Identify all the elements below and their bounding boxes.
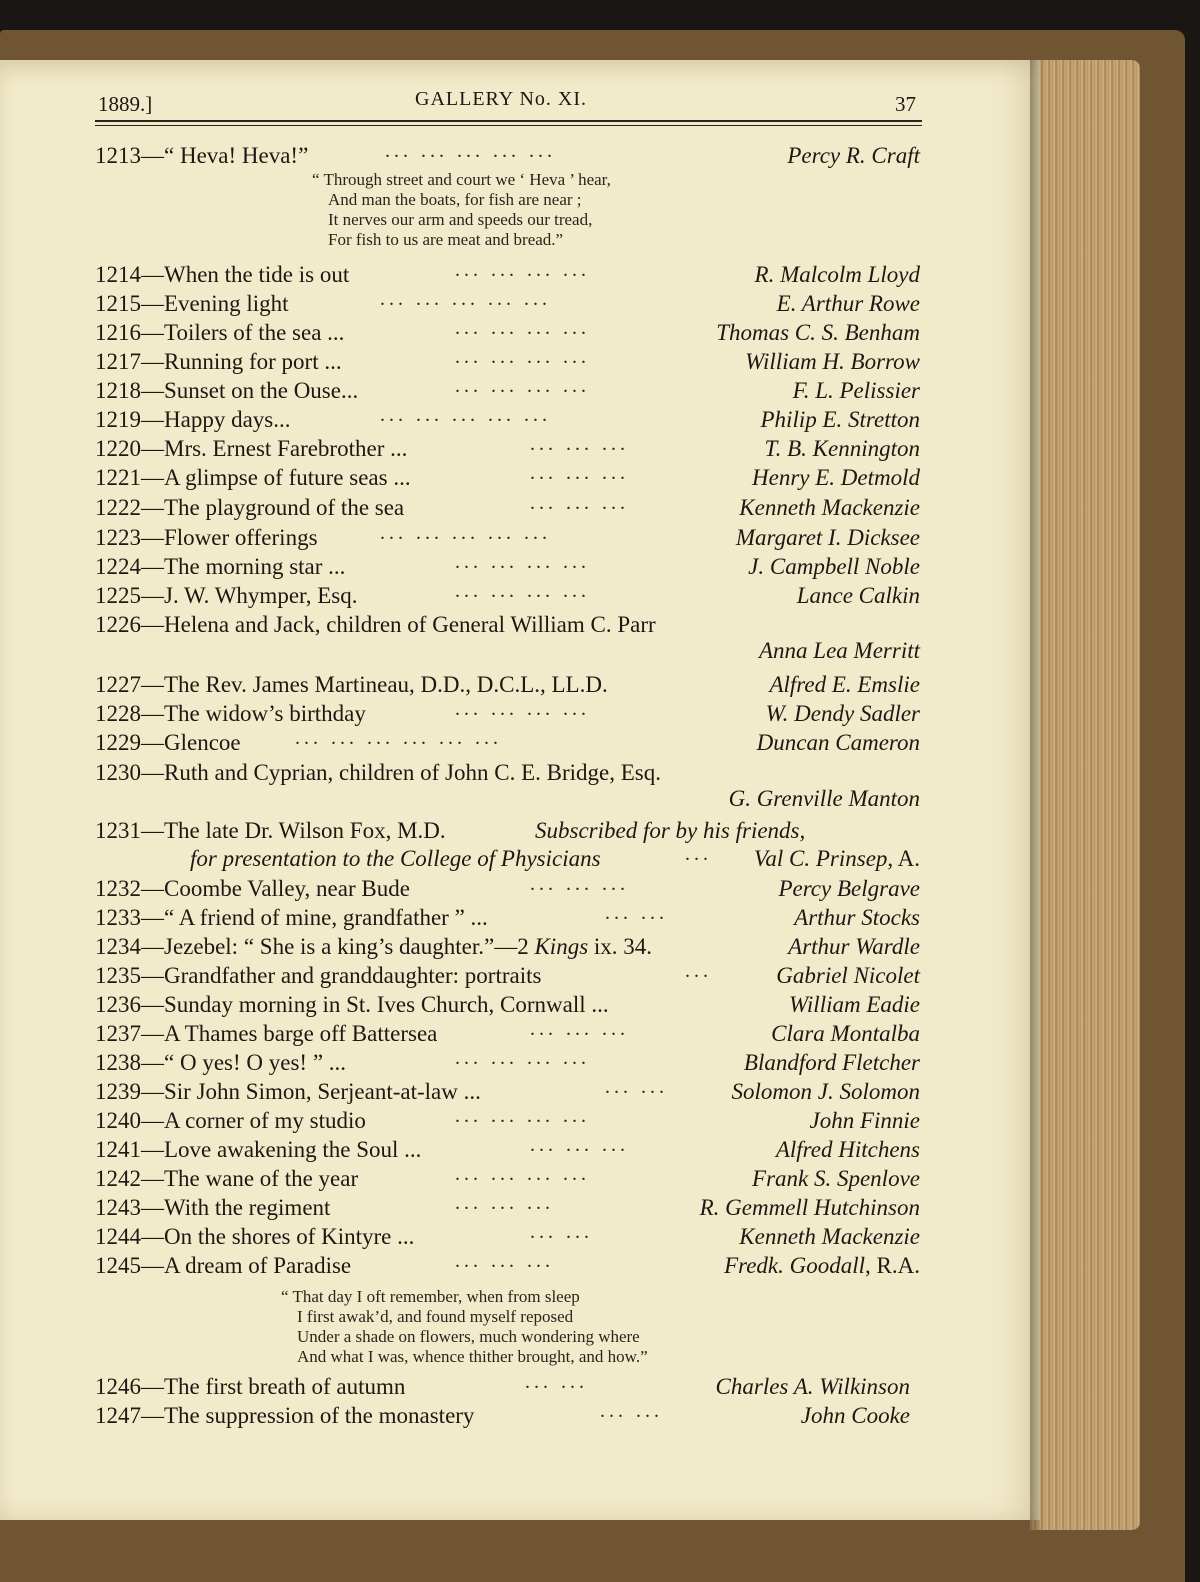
entry-artist: Val C. Prinsep: [753, 846, 888, 871]
entry-artist: Duncan Cameron: [756, 730, 920, 755]
entry-title: 1215—Evening light: [95, 291, 289, 316]
entry-1219: [95, 404, 920, 435]
entry-1227: [95, 672, 920, 700]
entry-artist: Gabriel Nicolet: [776, 963, 920, 988]
entry-artist: W. Dendy Sadler: [765, 701, 920, 726]
entry-artist: Solomon J. Solomon: [731, 1079, 920, 1104]
leader-dots: ... ... ... ... ...: [385, 140, 556, 162]
entry-artist: Lance Calkin: [796, 583, 920, 608]
entry-title: 1224—The morning star ...: [95, 554, 346, 579]
entry-title: 1247—The suppression of the monastery: [95, 1403, 475, 1428]
entry-title: 1233—“ A friend of mine, grandfather ” ...: [95, 905, 488, 930]
artist-suffix: , R.A.: [865, 1253, 920, 1278]
entry-title: 1230—Ruth and Cyprian, children of John C. E. Bridge, Esq.: [95, 760, 661, 785]
entry-artist-group: [754, 846, 920, 872]
entry-artist: Percy R. Craft: [787, 143, 920, 168]
entry-artist: E. Arthur Rowe: [776, 291, 920, 316]
entry-1244: [95, 1221, 920, 1252]
entry-1226-artist: Anna Lea Merritt: [759, 638, 920, 663]
entry-title: 1222—The playground of the sea: [95, 495, 405, 520]
entry-1247: [95, 1400, 910, 1431]
entry-artist: Alfred E. Emslie: [769, 672, 920, 697]
entry-1245: [95, 1250, 920, 1281]
entry-artist: John Finnie: [809, 1108, 920, 1133]
entry-1224: [95, 551, 920, 582]
leader-dots: ... ... ... ...: [455, 1047, 590, 1069]
leader-dots: ... ... ... ...: [455, 698, 590, 720]
entry-artist: Percy Belgrave: [778, 876, 920, 901]
entry-1229: [95, 727, 920, 758]
entry-1216: [95, 317, 920, 348]
entry-title: 1242—The wane of the year: [95, 1166, 359, 1191]
entry-artist: F. L. Pelissier: [792, 378, 920, 403]
entry-title: 1235—Grandfather and granddaughter: portraits: [95, 963, 542, 988]
entry-artist: Blandford Fletcher: [743, 1050, 920, 1075]
leader-dots: ... ... ... ...: [455, 259, 590, 281]
entry-title-group: [95, 934, 652, 960]
entry-artist: Fredk. Goodall: [724, 1253, 866, 1278]
quote-line: “ Through street and court we ‘ Heva ’ hear,: [312, 170, 611, 189]
leader-dots: ... ... ...: [455, 1250, 554, 1272]
entry-title: 1229—Glencoe: [95, 730, 241, 755]
entry-1230: [95, 760, 920, 788]
entry-1240: [95, 1105, 920, 1136]
entry-1235: [95, 960, 920, 991]
scripture-book: Kings: [534, 934, 589, 959]
entry-1234: [95, 934, 920, 962]
subscribed-note: Subscribed for by his friends,: [535, 818, 806, 843]
entry-1225: [95, 580, 920, 611]
entry-1233: [95, 902, 920, 933]
leader-dots: ...: [685, 960, 712, 982]
entry-title: 1239—Sir John Simon, Serjeant-at-law ...: [95, 1079, 481, 1104]
entry-1236: [95, 992, 920, 1020]
leader-dots: ... ... ...: [530, 1134, 629, 1156]
leader-dots: ... ... ... ...: [455, 346, 590, 368]
leader-dots: ... ... ...: [455, 1192, 554, 1214]
quote-line: It nerves our arm and speeds our tread,: [328, 210, 593, 229]
presentation-note: for presentation to the College of Physicians: [190, 846, 601, 871]
entry-1231: [95, 818, 920, 846]
entry-1237: [95, 1018, 920, 1049]
entry-title: 1214—When the tide is out: [95, 262, 350, 287]
entry-title: 1240—A corner of my studio: [95, 1108, 366, 1133]
leader-dots: ... ... ... ...: [455, 317, 590, 339]
header-rule-thin: [95, 125, 922, 126]
page-title: GALLERY No. XI.: [415, 88, 588, 110]
quote-line: And what I was, whence thither brought, and how.”: [297, 1347, 648, 1366]
entry-title: 1234—Jezebel: “ She is a king’s daughter.”—2: [95, 934, 535, 959]
entry-artist: Alfred Hitchens: [775, 1137, 920, 1162]
header-year: 1889.]: [98, 92, 153, 116]
entry-title: 1237—A Thames barge off Battersea: [95, 1021, 438, 1046]
entry-1238: [95, 1047, 920, 1078]
scripture-ref: ix. 34.: [588, 934, 653, 959]
entry-1218: [95, 375, 920, 406]
entry-artist-group: [724, 1253, 920, 1279]
leader-dots: ... ... ... ...: [455, 580, 590, 602]
entry-title: 1241—Love awakening the Soul ...: [95, 1137, 422, 1162]
quote-paradise: [281, 1287, 648, 1367]
entry-artist: T. B. Kennington: [764, 436, 920, 461]
quote-line: For fish to us are meat and bread.”: [328, 230, 564, 249]
entry-artist: Thomas C. S. Benham: [716, 320, 920, 345]
entry-1217: [95, 346, 920, 377]
leader-dots: ... ... ...: [530, 873, 629, 895]
entry-1220: [95, 433, 920, 464]
entry-1241: [95, 1134, 920, 1165]
leader-dots: ... ...: [605, 902, 668, 924]
entry-1243: [95, 1192, 920, 1223]
entry-1230-artist: G. Grenville Manton: [728, 786, 920, 811]
entry-1239: [95, 1076, 920, 1107]
entry-artist: Margaret I. Dicksee: [735, 525, 920, 550]
quote-line: And man the boats, for fish are near ;: [328, 190, 582, 209]
entry-title: 1213—“ Heva! Heva!”: [95, 143, 309, 168]
leader-dots: ... ... ...: [530, 433, 629, 455]
quote-line: “ That day I oft remember, when from sleep: [281, 1287, 580, 1306]
page-number: 37: [895, 92, 916, 116]
entry-title: 1245—A dream of Paradise: [95, 1253, 352, 1278]
leader-dots: ... ... ... ...: [455, 1163, 590, 1185]
entry-artist: John Cooke: [800, 1403, 910, 1428]
entry-artist: Henry E. Detmold: [752, 465, 920, 490]
entry-1226: [95, 612, 920, 640]
entry-artist: R. Malcolm Lloyd: [754, 262, 920, 287]
gutter-shadow: [1030, 60, 1044, 1530]
entry-title: 1227—The Rev. James Martineau, D.D., D.C.L., LL.D.: [95, 672, 608, 697]
header-rule: [95, 120, 922, 122]
entry-title: 1238—“ O yes! O yes! ” ...: [95, 1050, 347, 1075]
entry-artist: Charles A. Wilkinson: [715, 1374, 910, 1399]
entry-1214: [95, 259, 920, 290]
entry-title: 1220—Mrs. Ernest Farebrother ...: [95, 436, 408, 461]
entry-title: 1216—Toilers of the sea ...: [95, 320, 345, 345]
page-edges: [1030, 60, 1140, 1530]
entry-title: 1219—Happy days...: [95, 407, 291, 432]
entry-title: 1217—Running for port ...: [95, 349, 342, 374]
leader-dots: ... ... ... ...: [455, 375, 590, 397]
leader-dots: ... ... ... ...: [455, 551, 590, 573]
leader-dots: ... ... ... ...: [455, 1105, 590, 1127]
entry-artist: R. Gemmell Hutchinson: [699, 1195, 920, 1220]
entry-1222: [95, 492, 920, 523]
entry-artist: Kenneth Mackenzie: [739, 495, 920, 520]
entry-1232: [95, 873, 920, 904]
entry-1246: [95, 1371, 910, 1402]
entry-title: 1223—Flower offerings: [95, 525, 318, 550]
entry-artist: William Eadie: [789, 992, 920, 1017]
entry-title: 1226—Helena and Jack, children of General William C. Parr: [95, 612, 656, 637]
entry-artist: Arthur Stocks: [794, 905, 920, 930]
entry-1215: [95, 288, 920, 319]
entry-title: 1218—Sunset on the Ouse...: [95, 378, 359, 403]
entry-artist: Philip E. Stretton: [760, 407, 920, 432]
leader-dots: ... ...: [605, 1076, 668, 1098]
leader-dots: ... ... ... ... ...: [380, 288, 551, 310]
entry-1213: [95, 140, 920, 171]
entry-1231-cont: [95, 843, 920, 874]
entry-1221: [95, 462, 920, 493]
leader-dots: ... ... ... ... ...: [380, 404, 551, 426]
entry-title: 1244—On the shores of Kintyre ...: [95, 1224, 415, 1249]
entry-title: 1236—Sunday morning in St. Ives Church, Cornwall ...: [95, 992, 609, 1017]
entry-title: 1243—With the regiment: [95, 1195, 331, 1220]
quote-heva: [312, 170, 611, 250]
entry-1223: [95, 522, 920, 553]
quote-line: I first awak’d, and found myself reposed: [297, 1307, 574, 1326]
quote-line: Under a shade on flowers, much wondering where: [297, 1327, 640, 1346]
entry-artist: Kenneth Mackenzie: [739, 1224, 920, 1249]
leader-dots: ... ... ...: [530, 462, 629, 484]
entry-artist: Clara Montalba: [771, 1021, 920, 1046]
leader-dots: ... ...: [525, 1371, 588, 1393]
leader-dots: ... ... ... ... ... ...: [295, 727, 502, 749]
leader-dots: ... ... ... ... ...: [380, 522, 551, 544]
artist-suffix: , A.: [887, 846, 920, 871]
entry-artist: Arthur Wardle: [788, 934, 920, 959]
entry-title: 1232—Coombe Valley, near Bude: [95, 876, 410, 901]
entry-title: 1225—J. W. Whymper, Esq.: [95, 583, 358, 608]
entry-artist: William H. Borrow: [745, 349, 920, 374]
entry-1228: [95, 698, 920, 729]
leader-dots: ...: [685, 843, 712, 865]
leader-dots: ... ... ...: [530, 1018, 629, 1040]
leader-dots: ... ...: [530, 1221, 593, 1243]
entry-artist: J. Campbell Noble: [748, 554, 920, 579]
entry-1242: [95, 1163, 920, 1194]
entry-title: 1246—The first breath of autumn: [95, 1374, 406, 1399]
entry-title: 1228—The widow’s birthday: [95, 701, 366, 726]
leader-dots: ... ...: [600, 1400, 663, 1422]
entry-artist: Frank S. Spenlove: [752, 1166, 920, 1191]
entry-title: 1231—The late Dr. Wilson Fox, M.D.: [95, 818, 446, 843]
entry-title: 1221—A glimpse of future seas ...: [95, 465, 411, 490]
leader-dots: ... ... ...: [530, 492, 629, 514]
